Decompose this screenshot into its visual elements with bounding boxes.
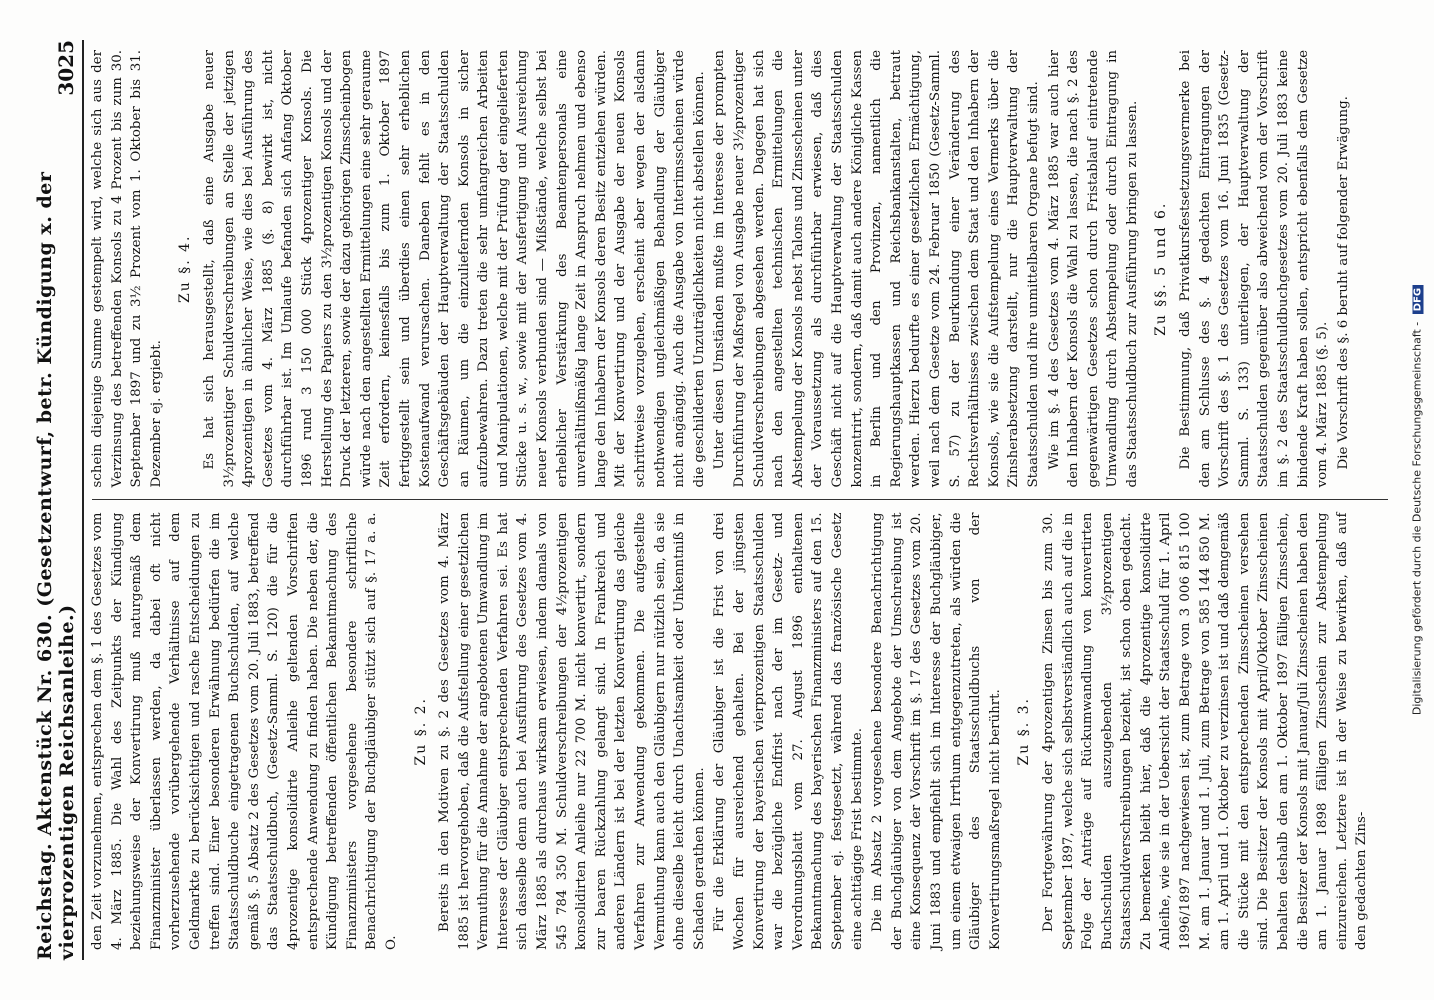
paragraph: Bereits in den Motiven zu §. 2 des Gesetzes vom 4. März 1885 ist hervorgehoben, daß die Aufstellung einer gesetzlichen Vermuthung für die Annahme der angebotenen Umwandlung im Interesse der Gläubiger entsprechenden Verfahren sei. Es hat sich dasselbe denn auch bei Ausführung des Gesetzes vom 4. März 1885 als durchaus wirksam erwiesen, indem damals von 545 784 350 M. Schuldverschreibungen der 4½prozentigen konsolidirten Anleihe nur 22 700 M. nicht konvertirt, sondern zur baaren Rückzahlung gelangt sind. In Frankreich und anderen Ländern ist bei der letzten Konvertirung das gleiche Verfahren zur Anwendung gekommen. Die aufgestellte Vermuthung kann auch den Gläubigern nur nützlich sein, da sie ohne dieselbe leicht durch Unachtsamkeit oder Unkenntniß in Schaden gerathen können. [437,512,707,950]
column-divider [92,500,1388,501]
dfg-logo: DFG [1413,285,1424,314]
paragraph: Unter diesen Umständen mußte im Interesse der prompten Durchführung der Maßregel von Ausgabe neuer 3½prozentiger Schuldverschreibungen abgesehen werden. Dagegen hat sich nach den angestellten technischen Ermittelungen die Abstempelung der Konsols nebst Talons und Zinsscheinen unter der Voraussetzung als durchführbar erwiesen, daß dies Geschäft nicht auf die Hauptverwaltung der Staatsschulden konzentrirt, sondern, daß damit auch andere Königliche Kassen in Berlin und den Provinzen, namentlich die Regierungshauptkassen und Reichsbankanstalten, betraut werden. Hierzu bedurfte es einer gesetzlichen Ermächtigung, weil nach dem Gesetze vom 24. Februar 1850 (Gesetz-Samml. S. 57) zu der Beurkundung einer Veränderung des Rechtsverhältnisses zwischen dem Staat und den Inhabern der Konsols, wie sie die Aufstempelung eines Vermerks über die Zinsherabsetzung darstellt, nur die Hauptverwaltung der Staatsschulden und ihre unmittelbaren Organe befugt sind. [712,50,1041,488]
page-header [34,40,84,960]
paragraph: Die Vorschrift des §. 6 beruht auf folgender Erwägung. [1335,96,1351,470]
paragraph: Der Fortgewährung der 4prozentigen Zinsen bis zum 30. September 1897, welche sich selbstverständlich auch auf die in Folge der Anträge auf Rückumwandlung von konvertirten Buchschulden auszugebenden 3½prozentigen Staatsschuldverschreibungen bezieht, ist schon oben gedacht. Zu bemerken bleibt hier, daß die 4prozentige konsolidirte Anleihe, wie sie in der Uebersicht der Staatsschuld für 1. April 1896/1897 nachgewiesen ist, zum Betrage von 3 006 815 100 M. am 1. Januar und 1. Juli, zum Betrage von 585 144 850 M. am 1. April und 1. Oktober zu verzinsen ist und daß demgemäß die Stücke mit den entsprechenden Zinsscheinen versehen sind. Die Besitzer der Konsols mit April/Oktober Zinsscheinen behalten deshalb den am 1. Oktober 1897 fälligen Zinsschein, die Besitzer der Konsols mit Januar/Juli Zinsscheinen haben den am 1. Januar 1898 fälligen Zinsschein zur Abstempelung einzureichen. Letztere ist in der Weise zu bewirken, daß auf den gedachten Zins- [1040,512,1370,950]
section-heading: Zu §. 2. [412,697,429,766]
paragraph: Die im Absatz 2 vorgesehene besondere Benachrichtigung der Buchgläubiger von dem Angebote der Umschreibung ist eine Konsequenz der Vorschrift im §. 17 des Gesetzes vom 20. Juni 1883 und empfiehlt sich im Interesse der Buchgläubiger, um einem etwaigen Irrthum entgegenzutreten, als würden die Gläubiger des Staatsschuldbuchs von der Konvertirungsmaßregel nicht berührt. [870,512,1003,950]
section-heading: Zu §. 4. [177,234,194,303]
section-heading: Zu §§. 5 und 6. [1153,201,1170,336]
credit-text: Digitalisierung gefördert durch die Deutsche Forschungsgemeinschaft - [1410,321,1424,716]
paragraph: Wie im §. 4 des Gesetzes vom 4. März 1885 war auch hier den Inhabern der Konsols die Wahl zu lassen, die nach §. 2 des gegenwärtigen Gesetzes schon durch Fristablauf eintretende Umwandlung durch Abstempelung oder durch Eintragung in das Staatsschuldbuch zur Ausführung bringen zu lassen. [1046,50,1140,488]
paragraph: Die Bestimmung, daß Privatkursfestsetzungsvermerke bei den am Schlusse des §. 4 gedachten Eintragungen der Vorschrift des §. 1 des Gesetzes vom 16. Juni 1835 (Gesetz-Samml. S. 133) unterliegen, der Hauptverwaltung der Staatsschulden gegenüber also abweichend vom der Vorschrift im §. 2 des Staatsschuldbuchgesetzes vom 20. Juli 1883 keine bindende Kraft haben sollen, entspricht ebenfalls dem Gesetze vom 4. März 1885 (§. 5). [1178,50,1331,488]
left-column [88,503,1392,961]
paragraph: den Zeit vorzunehmen, entsprechen dem §. 1 des Gesetzes vom 4. März 1885. Die Wahl des Zeitpunkts der Kündigung beziehungsweise der Konvertirung muß naturgemäß dem Finanzminister überlassen werden, da dabei oft nicht vorherzusehende vorübergehende Verhältnisse auf dem Geldmarkte zu berücksichtigen und rasche Entscheidungen zu treffen sind. Einer besonderen Erwähnung bedürfen die im Staatsschuldbuche eingetragenen Buchschulden, auf welche gemäß §. 5 Absatz 2 des Gesetzes vom 20. Juli 1883, betreffend das Staatsschuldbuch, (Gesetz-Samml. S. 120) die für die 4prozentige konsolidirte Anleihe geltenden Vorschriften entsprechende Anwendung zu finden haben. Die neben der, die Kündigung betreffenden öffentlichen Bekanntmachung des Finanzministers vorgesehene besondere schriftliche Benachrichtigung der Buchgläubiger stützt sich auf §. 17 a. a. O. [90,512,399,950]
header-title: Reichstag. Aktenstück Nr. 630. (Gesetzentwurf, betr. Kündigung x. der vierprozentigen Reichsanleihe.) [34,171,78,960]
text-columns [88,40,1392,960]
paragraph: schein diejenige Summe gestempelt wird, welche sich aus der Verzinsung des betreffenden Konsols zu 4 Prozent bis zum 30. September 1897 und zu 3½ Prozent vom 1. Oktober bis 31. Dezember ej. ergiebt. [90,50,164,488]
section-heading: Zu §. 3. [1016,697,1033,766]
document-page [32,20,1402,980]
paragraph: Es hat sich herausgestellt, daß eine Ausgabe neuer 3½prozentiger Schuldverschreibungen an Stelle der jetzigen 4prozentigen in ähnlicher Weise, wie dies bei Ausführung des Gesetzes vom 4. März 1885 (§. 8) bewirkt ist, nicht durchführbar ist. Im Umlaufe befanden sich Anfang Oktober 1896 rund 3 150 000 Stück 4prozentiger Konsols. Die Herstellung des Papiers zu den 3½prozentigen Konsols und der Druck der letzteren, sowie der dazu gehörigen Zinsscheinbogen würde nach den angestellten Ermittelungen eine sehr geraume Zeit erfordern, keinesfalls bis zum 1. Oktober 1897 fertiggestellt sein und überdies einen sehr erheblichen Kostenaufwand verursachen. Daneben fehlt es in den Geschäftsgebäuden der Hauptverwaltung der Staatsschulden an Räumen, um die einzuliefernden Konsols in sicher aufzubewahren. Dazu treten die sehr umfangreichen Arbeiten und Manipulationen, welche mit der Prüfung der eingelieferten Stücke u. s. w., sowie mit der Ausfertigung und Ausreichung neuer Konsols verbunden sind — Mißstände, welche selbst bei erheblicher Verstärkung des Beamtenpersonals eine unverhältnißmäßig lange Zeit in Anspruch nehmen und ebenso lange den Inhabern der Konsols deren Besitz entziehen würden. Mit der Konvertirung und der Ausgabe der neuen Konsols schrittweise vorzugehen, erscheint aber wegen der alsdann nothwendigen ungleichmäßigen Behandlung der Gläubiger nicht angängig. Auch die Ausgabe von Interimsscheinen würde die geschilderten Unzuträglichkeiten nicht abstellen können. [201,50,707,488]
page-number: 3025 [54,40,78,96]
paragraph: Für die Erklärung der Gläubiger ist die Frist von drei Wochen für ausreichend gehalten. Bei der jüngsten Konvertirung der bayerischen vierprozentigen Staatsschulden war die bezügliche Endfrist nach der im Gesetz- und Verordnungsblatt vom 27. August 1896 enthaltenen Bekanntmachung des bayerischen Finanzministers auf den 15. September ej. festgesetzt, während das französische Gesetz eine achttägige Frist bestimmte. [712,512,865,950]
right-column [88,40,1392,498]
digitization-credit [1406,12,1428,988]
